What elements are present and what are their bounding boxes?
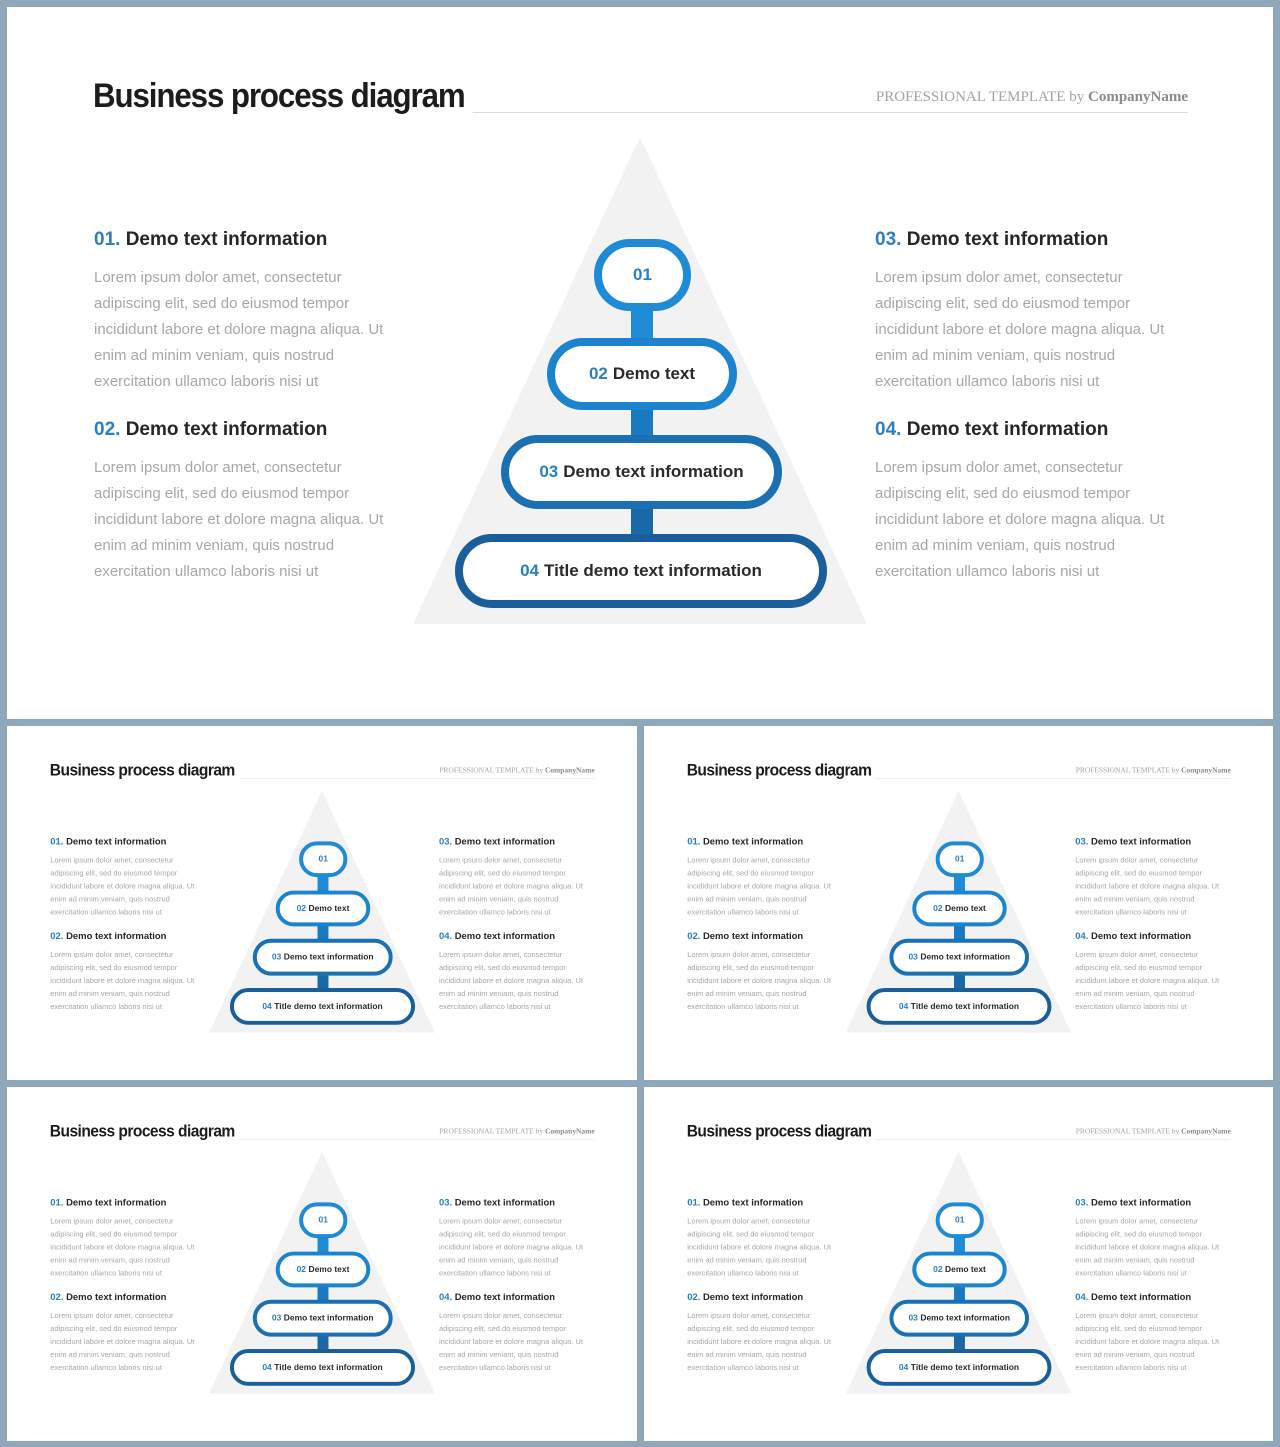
step-number: 04 <box>520 561 540 580</box>
slide-subtitle <box>1076 1128 1231 1136</box>
info-block-4 <box>875 419 1193 585</box>
info-number: 02. <box>50 930 64 942</box>
info-block-3 <box>439 1197 597 1280</box>
info-body: Lorem ipsum dolor amet, consectetur adipiscing elit, sed do eiusmod tempor incididunt labore et dolore magna aliqua. Ut enim ad minim veniam, quis nostrud exercitation ullamco laboris nisi ut <box>94 269 384 390</box>
info-body: Lorem ipsum dolor amet, consectetur adipiscing elit, sed do eiusmod tempor incididunt labore et dolore magna aliqua. Ut enim ad minim veniam, quis nostrud exercitation ullamco laboris nisi ut <box>50 856 195 917</box>
company-name: CompanyName <box>1088 89 1188 105</box>
step-number: 02 <box>296 903 307 913</box>
slide-title: Business process diagram <box>49 1121 235 1141</box>
thumbnail-slide-1[interactable] <box>7 726 637 1080</box>
thumbnail-slide-2[interactable] <box>644 726 1273 1080</box>
info-body: Lorem ipsum dolor amet, consectetur adipiscing elit, sed do eiusmod tempor incididunt labore et dolore magna aliqua. Ut enim ad minim veniam, quis nostrud exercitation ullamco laboris nisi ut <box>687 1311 831 1372</box>
info-title: Demo text information <box>1091 1291 1192 1303</box>
info-block-2 <box>94 419 412 585</box>
slide-title: Business process diagram <box>93 77 465 115</box>
pyramid-step-3 <box>253 939 393 976</box>
info-heading <box>50 1197 208 1208</box>
header-divider <box>473 112 1188 113</box>
pyramid-step-1 <box>594 239 691 311</box>
info-number: 04. <box>438 930 453 942</box>
info-title: Demo text information <box>906 229 1109 250</box>
step-label: Demo text information <box>920 952 1011 962</box>
info-title: Demo text information <box>454 836 556 847</box>
step-label: Title demo text information <box>544 561 762 580</box>
company-name: CompanyName <box>1181 766 1231 775</box>
info-number: 02. <box>687 930 701 942</box>
step-number: 03 <box>271 952 282 962</box>
info-number: 01. <box>94 229 121 250</box>
slide-title: Business process diagram <box>686 760 872 780</box>
pyramid-step-2 <box>547 338 737 410</box>
step-label: Demo text information <box>920 1313 1011 1323</box>
step-number: 03 <box>271 1313 282 1323</box>
step-number: 04 <box>262 1001 272 1011</box>
pyramid-step-2 <box>912 1252 1006 1288</box>
pyramid-step-3 <box>501 435 782 509</box>
info-number: 03. <box>438 1197 453 1208</box>
step-label: Demo text <box>945 903 986 913</box>
info-block-4 <box>439 1292 597 1375</box>
company-name: CompanyName <box>544 1127 595 1136</box>
info-heading <box>875 419 1193 441</box>
info-title: Demo text information <box>454 1197 556 1208</box>
pyramid-step-1 <box>299 841 347 877</box>
info-number: 04. <box>438 1291 453 1303</box>
info-block-2 <box>50 1292 208 1375</box>
info-heading <box>439 1197 597 1208</box>
pyramid-step-3 <box>889 939 1029 976</box>
pyramid-step-2 <box>276 891 371 927</box>
info-heading <box>1075 1197 1233 1208</box>
pyramid-step-3 <box>253 1300 393 1337</box>
slide-content <box>7 7 1273 719</box>
step-label: Demo text information <box>283 1313 374 1323</box>
info-heading <box>687 836 845 847</box>
company-name: CompanyName <box>544 766 595 775</box>
step-label: Demo text information <box>283 952 374 962</box>
info-block-2 <box>50 931 208 1014</box>
step-number: 01 <box>955 854 965 864</box>
info-number: 03. <box>438 836 453 847</box>
subtitle-prefix: PROFESSIONAL TEMPLATE by <box>439 766 545 775</box>
info-body: Lorem ipsum dolor amet, consectetur adipiscing elit, sed do eiusmod tempor incididunt labore et dolore magna aliqua. Ut enim ad minim veniam, quis nostrud exercitation ullamco laboris nisi ut <box>687 1217 831 1278</box>
info-block-1 <box>50 1197 208 1280</box>
step-number: 02 <box>588 364 608 383</box>
step-label: Demo text information <box>563 462 744 481</box>
pyramid-step-4 <box>230 988 415 1025</box>
info-block-1 <box>50 836 208 919</box>
step-label: Title demo text information <box>910 1362 1020 1372</box>
info-title: Demo text information <box>702 1291 804 1303</box>
info-title: Demo text information <box>66 930 167 942</box>
info-title: Demo text information <box>454 1291 556 1303</box>
info-body: Lorem ipsum dolor amet, consectetur adipiscing elit, sed do eiusmod tempor incididunt labore et dolore magna aliqua. Ut enim ad minim veniam, quis nostrud exercitation ullamco laboris nisi ut <box>687 950 831 1011</box>
subtitle-prefix: PROFESSIONAL TEMPLATE by <box>1075 766 1182 775</box>
info-heading <box>94 229 412 251</box>
company-name: CompanyName <box>1181 1127 1231 1136</box>
info-heading <box>1075 931 1233 942</box>
info-block-4 <box>1075 931 1233 1014</box>
info-body: Lorem ipsum dolor amet, consectetur adipiscing elit, sed do eiusmod tempor incididunt labore et dolore magna aliqua. Ut enim ad minim veniam, quis nostrud exercitation ullamco laboris nisi ut <box>438 1311 583 1372</box>
step-label: Title demo text information <box>910 1001 1020 1011</box>
info-title: Demo text information <box>66 1197 167 1208</box>
info-block-2 <box>687 931 845 1014</box>
info-heading <box>50 836 208 847</box>
main-slide <box>7 7 1273 719</box>
slide-content <box>7 1087 637 1441</box>
info-title: Demo text information <box>702 930 804 942</box>
pyramid-step-2 <box>912 891 1006 927</box>
step-number: 03 <box>908 1313 918 1323</box>
info-body: Lorem ipsum dolor amet, consectetur adipiscing elit, sed do eiusmod tempor incididunt labore et dolore magna aliqua. Ut enim ad minim veniam, quis nostrud exercitation ullamco laboris nisi ut <box>1075 1311 1220 1372</box>
subtitle-prefix: PROFESSIONAL TEMPLATE by <box>875 89 1088 105</box>
info-heading <box>687 1292 845 1303</box>
info-block-4 <box>1075 1292 1233 1375</box>
info-body: Lorem ipsum dolor amet, consectetur adipiscing elit, sed do eiusmod tempor incididunt labore et dolore magna aliqua. Ut enim ad minim veniam, quis nostrud exercitation ullamco laboris nisi ut <box>1075 950 1220 1011</box>
info-heading <box>439 836 597 847</box>
info-number: 04. <box>1075 930 1089 942</box>
slide-content <box>644 726 1273 1080</box>
step-number: 01 <box>633 265 652 284</box>
info-block-4 <box>439 931 597 1014</box>
step-number: 03 <box>539 462 559 481</box>
pyramid-step-4 <box>230 1349 415 1386</box>
step-number: 02 <box>296 1264 307 1274</box>
pyramid-step-4 <box>455 534 827 608</box>
step-number: 02 <box>933 903 943 913</box>
info-number: 02. <box>687 1291 701 1303</box>
pyramid-step-4 <box>867 1349 1052 1386</box>
step-label: Demo text <box>308 1264 350 1274</box>
info-number: 04. <box>875 419 902 440</box>
step-label: Demo text <box>308 903 350 913</box>
info-body: Lorem ipsum dolor amet, consectetur adipiscing elit, sed do eiusmod tempor incididunt labore et dolore magna aliqua. Ut enim ad minim veniam, quis nostrud exercitation ullamco laboris nisi ut <box>50 1217 195 1278</box>
info-heading <box>1075 1292 1233 1303</box>
info-body: Lorem ipsum dolor amet, consectetur adipiscing elit, sed do eiusmod tempor incididunt labore et dolore magna aliqua. Ut enim ad minim veniam, quis nostrud exercitation ullamco laboris nisi ut <box>1075 856 1220 917</box>
info-title: Demo text information <box>1091 1197 1192 1208</box>
info-heading <box>687 931 845 942</box>
info-number: 03. <box>1075 1197 1089 1208</box>
info-title: Demo text information <box>66 836 167 847</box>
info-number: 01. <box>687 1197 701 1208</box>
thumbnail-slide-4[interactable] <box>644 1087 1273 1441</box>
info-block-1 <box>687 836 845 919</box>
info-title: Demo text information <box>702 836 804 847</box>
info-number: 04. <box>1075 1291 1089 1303</box>
info-number: 02. <box>50 1291 64 1303</box>
info-body: Lorem ipsum dolor amet, consectetur adipiscing elit, sed do eiusmod tempor incididunt labore et dolore magna aliqua. Ut enim ad minim veniam, quis nostrud exercitation ullamco laboris nisi ut <box>687 856 831 917</box>
pyramid-step-1 <box>299 1202 347 1238</box>
info-title: Demo text information <box>906 419 1109 440</box>
info-title: Demo text information <box>125 229 328 250</box>
info-title: Demo text information <box>1091 930 1192 942</box>
info-title: Demo text information <box>1091 836 1192 847</box>
step-number: 03 <box>908 952 918 962</box>
slide-title: Business process diagram <box>49 760 235 780</box>
slide-content <box>7 726 637 1080</box>
info-number: 01. <box>687 836 701 847</box>
info-block-3 <box>1075 1197 1233 1280</box>
pyramid-step-3 <box>889 1300 1029 1337</box>
info-title: Demo text information <box>702 1197 804 1208</box>
info-heading <box>1075 836 1233 847</box>
info-heading <box>94 419 412 441</box>
info-body: Lorem ipsum dolor amet, consectetur adipiscing elit, sed do eiusmod tempor incididunt labore et dolore magna aliqua. Ut enim ad minim veniam, quis nostrud exercitation ullamco laboris nisi ut <box>94 459 384 580</box>
slide-content <box>644 1087 1273 1441</box>
subtitle-prefix: PROFESSIONAL TEMPLATE by <box>439 1127 545 1136</box>
info-block-3 <box>875 229 1193 395</box>
step-label: Demo text <box>945 1264 986 1274</box>
info-number: 02. <box>94 419 121 440</box>
step-number: 04 <box>898 1001 909 1011</box>
step-number: 01 <box>318 1215 328 1225</box>
step-number: 01 <box>318 854 328 864</box>
info-block-2 <box>687 1292 845 1375</box>
slide-subtitle <box>439 767 594 775</box>
info-block-1 <box>687 1197 845 1280</box>
info-body: Lorem ipsum dolor amet, consectetur adipiscing elit, sed do eiusmod tempor incididunt labore et dolore magna aliqua. Ut enim ad minim veniam, quis nostrud exercitation ullamco laboris nisi ut <box>50 950 195 1011</box>
pyramid-step-2 <box>276 1252 371 1288</box>
step-number: 02 <box>933 1264 943 1274</box>
slide-title: Business process diagram <box>686 1121 872 1141</box>
info-heading <box>687 1197 845 1208</box>
pyramid-step-1 <box>936 1202 984 1238</box>
info-heading <box>875 229 1193 251</box>
info-title: Demo text information <box>125 419 328 440</box>
step-label: Title demo text information <box>274 1362 383 1372</box>
info-body: Lorem ipsum dolor amet, consectetur adipiscing elit, sed do eiusmod tempor incididunt labore et dolore magna aliqua. Ut enim ad minim veniam, quis nostrud exercitation ullamco laboris nisi ut <box>438 856 583 917</box>
info-body: Lorem ipsum dolor amet, consectetur adipiscing elit, sed do eiusmod tempor incididunt labore et dolore magna aliqua. Ut enim ad minim veniam, quis nostrud exercitation ullamco laboris nisi ut <box>50 1311 195 1372</box>
info-heading <box>439 1292 597 1303</box>
info-heading <box>50 1292 208 1303</box>
pyramid-step-1 <box>936 841 984 877</box>
info-number: 01. <box>50 1197 64 1208</box>
step-number: 01 <box>955 1215 965 1225</box>
slide-subtitle <box>876 89 1188 106</box>
pyramid-step-4 <box>867 988 1052 1025</box>
info-block-3 <box>1075 836 1233 919</box>
info-title: Demo text information <box>66 1291 167 1303</box>
step-label: Demo text <box>612 364 696 383</box>
slide-subtitle <box>439 1128 594 1136</box>
info-body: Lorem ipsum dolor amet, consectetur adipiscing elit, sed do eiusmod tempor incididunt labore et dolore magna aliqua. Ut enim ad minim veniam, quis nostrud exercitation ullamco laboris nisi ut <box>438 950 583 1011</box>
info-title: Demo text information <box>454 930 556 942</box>
info-body: Lorem ipsum dolor amet, consectetur adipiscing elit, sed do eiusmod tempor incididunt labore et dolore magna aliqua. Ut enim ad minim veniam, quis nostrud exercitation ullamco laboris nisi ut <box>1075 1217 1220 1278</box>
slide-subtitle <box>1076 767 1231 775</box>
info-block-1 <box>94 229 412 395</box>
step-number: 04 <box>898 1362 909 1372</box>
info-body: Lorem ipsum dolor amet, consectetur adipiscing elit, sed do eiusmod tempor incididunt labore et dolore magna aliqua. Ut enim ad minim veniam, quis nostrud exercitation ullamco laboris nisi ut <box>875 459 1165 580</box>
info-block-3 <box>439 836 597 919</box>
subtitle-prefix: PROFESSIONAL TEMPLATE by <box>1075 1127 1182 1136</box>
info-heading <box>439 931 597 942</box>
info-number: 03. <box>1075 836 1089 847</box>
step-number: 04 <box>262 1362 272 1372</box>
info-body: Lorem ipsum dolor amet, consectetur adipiscing elit, sed do eiusmod tempor incididunt labore et dolore magna aliqua. Ut enim ad minim veniam, quis nostrud exercitation ullamco laboris nisi ut <box>438 1217 583 1278</box>
info-body: Lorem ipsum dolor amet, consectetur adipiscing elit, sed do eiusmod tempor incididunt labore et dolore magna aliqua. Ut enim ad minim veniam, quis nostrud exercitation ullamco laboris nisi ut <box>875 269 1165 390</box>
info-number: 03. <box>875 229 902 250</box>
thumbnail-slide-3[interactable] <box>7 1087 637 1441</box>
info-number: 01. <box>50 836 64 847</box>
step-label: Title demo text information <box>274 1001 383 1011</box>
info-heading <box>50 931 208 942</box>
